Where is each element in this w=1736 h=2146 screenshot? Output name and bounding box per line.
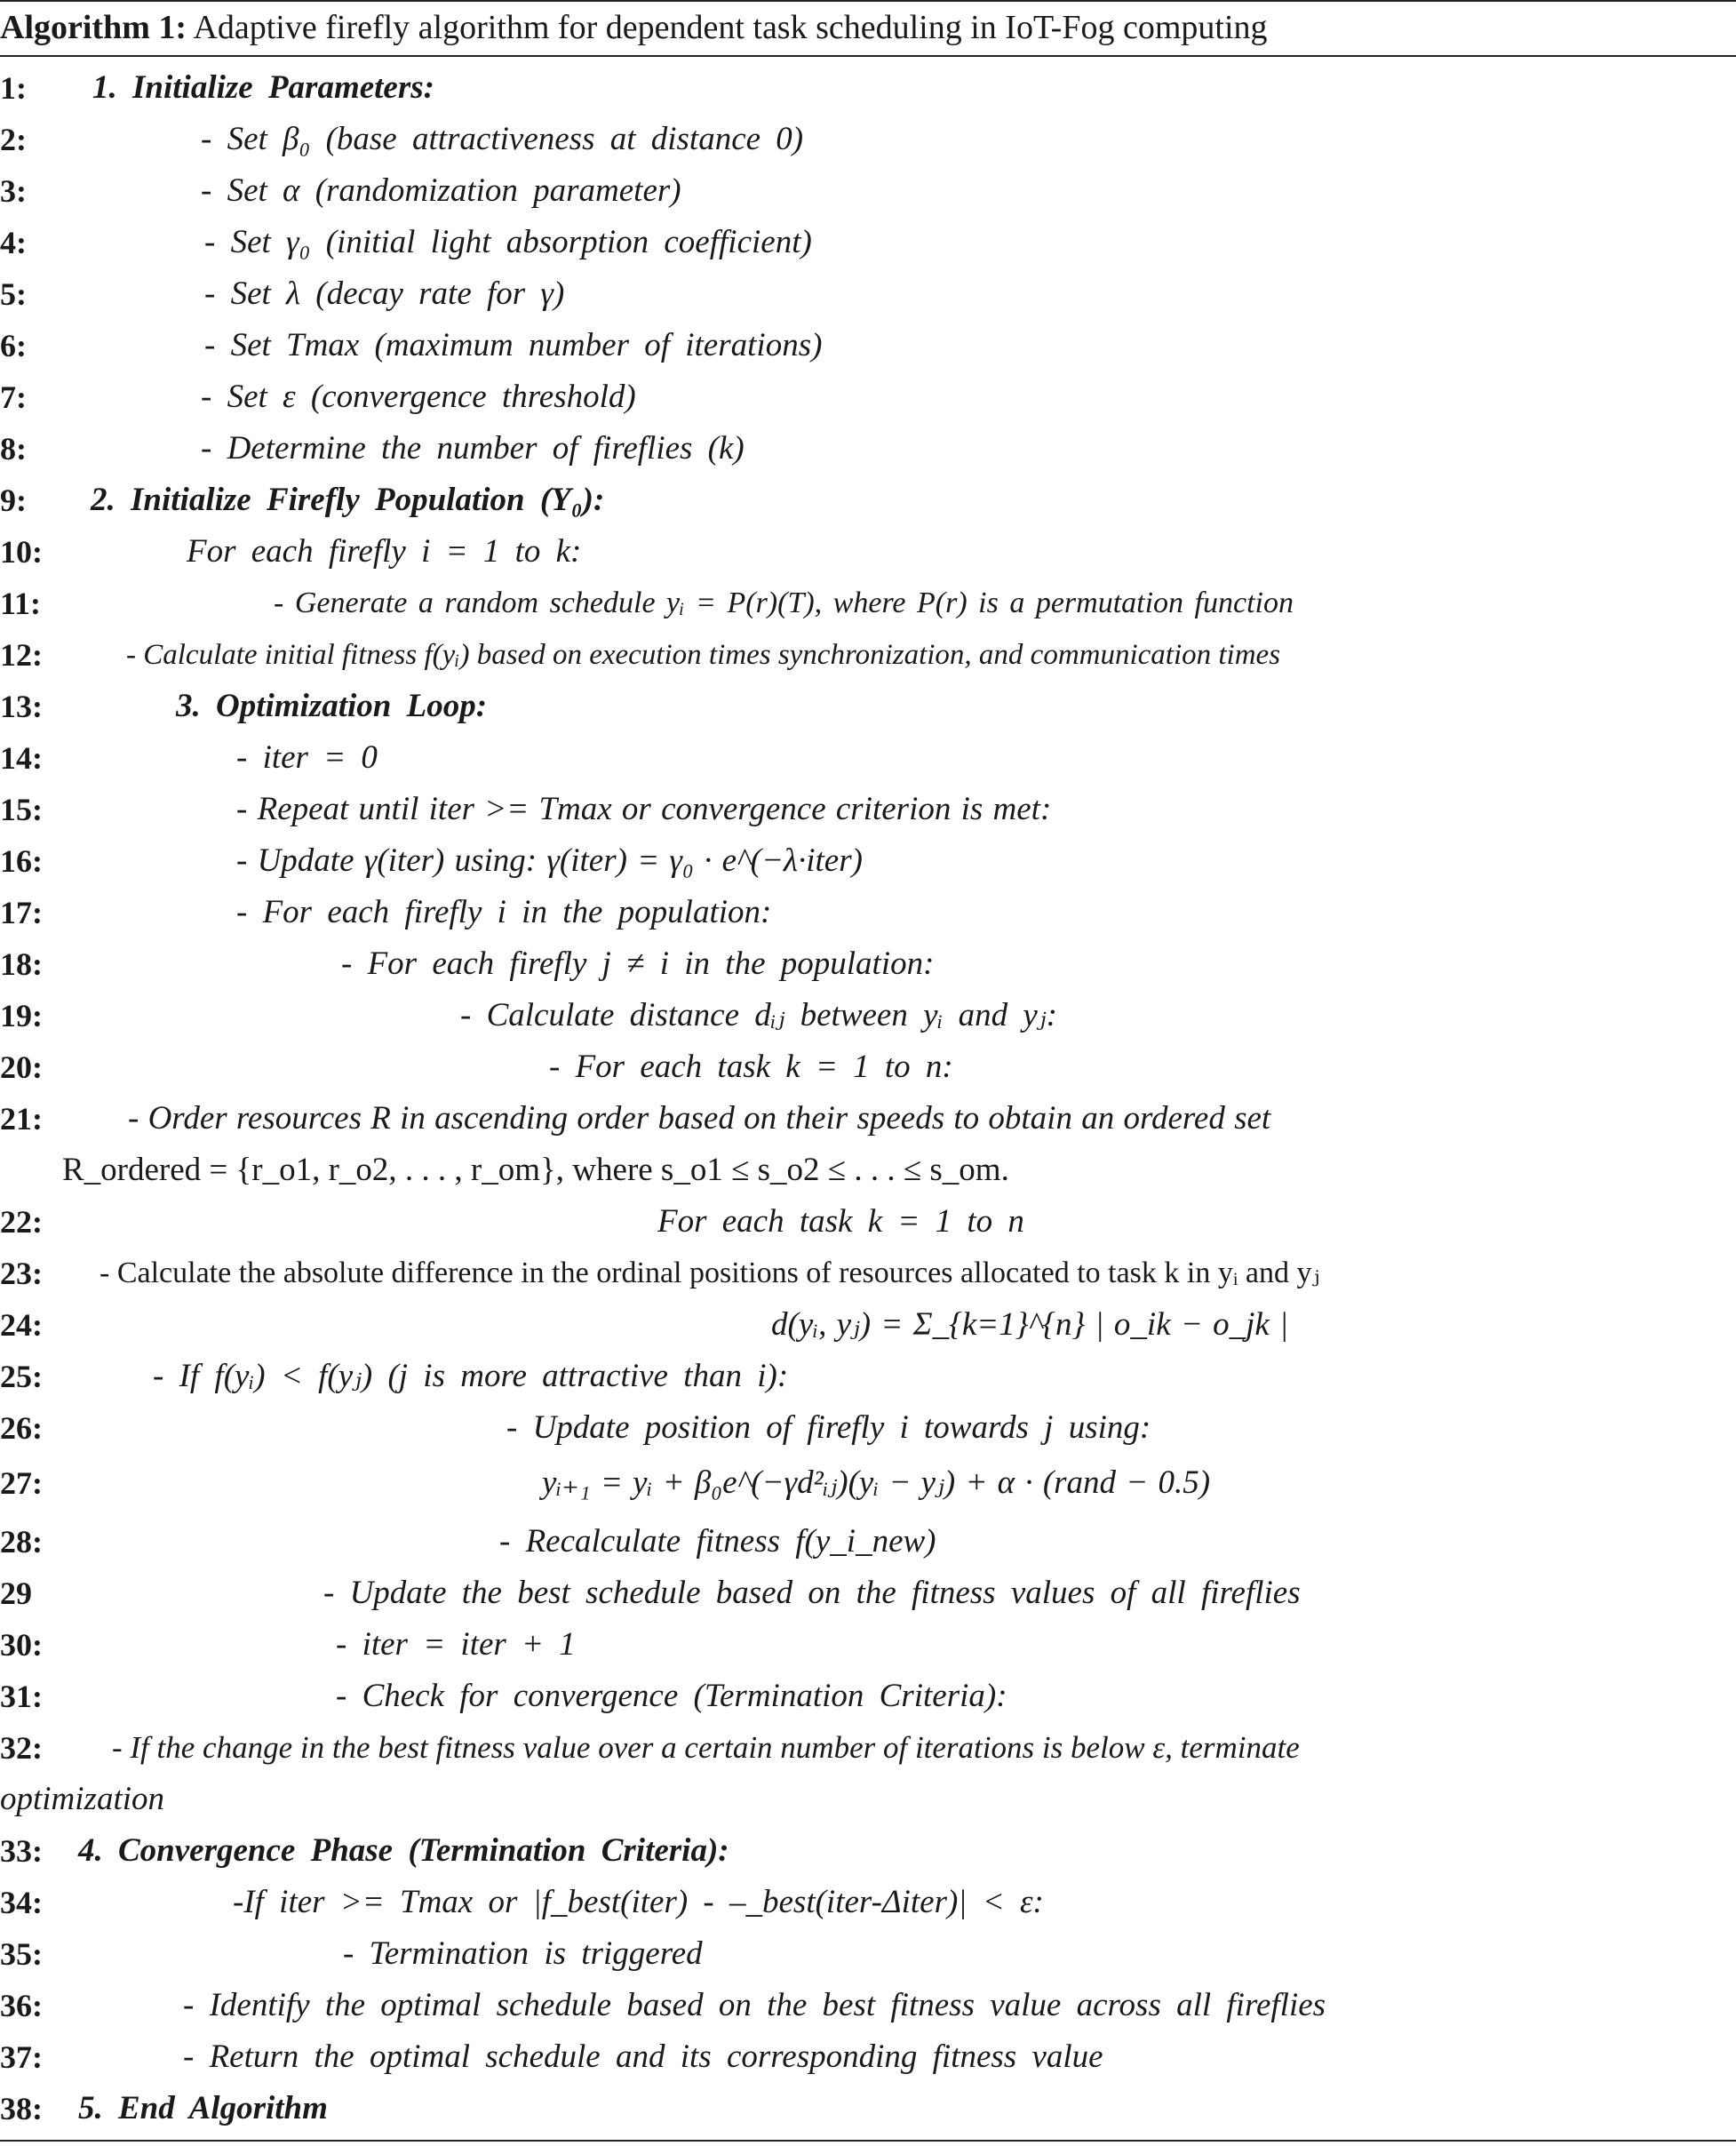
line-number: 26: [0,1410,43,1446]
line-number: 28: [0,1524,43,1560]
line-text: - Return the optimal schedule and its corresponding fitness value [183,2038,1103,2075]
line-text: yᵢ₊₁ = yᵢ + β₀e^(−γd²ᵢⱼ)(yᵢ − yⱼ) + α · (rand − 0.5) [542,1464,1211,1501]
algorithm-line [0,631,1736,679]
algorithm-line [0,579,1736,627]
algorithm-line-continuation [0,1146,1736,1194]
line-number: 16: [0,843,43,879]
line-number: 19: [0,998,43,1033]
algorithm-line [0,940,1736,988]
algorithm-label: Algorithm 1: [0,9,187,46]
line-text: For each task k = 1 to n [657,1203,1024,1240]
algorithm-line [0,1404,1736,1452]
line-text: - Set α (randomization parameter) [201,172,681,209]
algorithm-line [0,1043,1736,1091]
line-text: - Calculate distance dᵢⱼ between yᵢ and yⱼ: [460,997,1057,1033]
line-number: 8: [0,431,27,467]
algorithm-line [0,2033,1736,2081]
algorithm-line [0,64,1736,112]
algorithm-line [0,1352,1736,1400]
line-text: - Set λ (decay rate for γ) [204,275,565,312]
line-text: - iter = iter + 1 [336,1626,576,1663]
line-text: - For each firefly i in the population: [236,894,772,930]
line-number: 30: [0,1627,43,1663]
algorithm-line [0,1982,1736,2030]
line-text: 4. Convergence Phase (Termination Criteria): [78,1832,729,1869]
line-number: 25: [0,1359,43,1394]
algorithm-line [0,1569,1736,1617]
algorithm-line [0,734,1736,782]
line-number: 6: [0,328,27,363]
line-number: 13: [0,689,43,724]
line-number: 34: [0,1885,43,1920]
line-number: 24: [0,1307,43,1343]
line-text: - Set ε (convergence threshold) [201,379,636,415]
algorithm-line [0,1724,1736,1772]
algorithm-line [0,992,1736,1040]
line-text: - Check for convergence (Termination Criteria): [336,1678,1007,1714]
line-text: For each firefly i = 1 to k: [187,533,582,570]
line-number: 20: [0,1049,43,1085]
line-number: 2: [0,122,27,157]
algorithm-caption: Adaptive firefly algorithm for dependent task scheduling in IoT-Fog computing [193,9,1268,46]
line-number: 15: [0,792,43,827]
line-text: d(yᵢ, yⱼ) = Σ_{k=1}^{n} | o_ik − o_jk | [771,1306,1289,1343]
algorithm-line [0,373,1736,421]
algorithm-line [0,476,1736,524]
line-number: 4: [0,225,27,260]
line-text: - Recalculate fitness f(y_i_new) [499,1523,936,1560]
line-number: 14: [0,740,43,776]
line-text: 1. Initialize Parameters: [92,69,434,106]
line-text: 5. End Algorithm [78,2090,328,2126]
line-number: 22: [0,1204,43,1240]
line-text: - Set γ₀ (initial light absorption coefficient) [204,224,812,260]
algorithm-line [0,786,1736,834]
line-continuation-text: optimization [0,1781,165,1817]
line-text: - For each task k = 1 to n: [549,1049,953,1085]
line-number: 9: [0,483,27,518]
algorithm-line [0,1249,1736,1297]
line-text: - Calculate the absolute difference in the ordinal positions of resources allocated to task k in yᵢ and yⱼ [100,1256,1320,1289]
algorithm-line [0,1930,1736,1978]
line-number: 31: [0,1679,43,1714]
line-number: 5: [0,276,27,312]
algorithm-line-continuation [0,1775,1736,1823]
line-number: 17: [0,895,43,930]
line-text: - If f(yᵢ) < f(yⱼ) (j is more attractive than i): [153,1358,789,1394]
algorithm-line [0,682,1736,730]
bottom-rule [0,2140,1736,2142]
algorithm-line [0,837,1736,885]
line-text: - Determine the number of fireflies (k) [201,430,745,467]
algorithm-line [0,1095,1736,1143]
line-text: - Identify the optimal schedule based on the best fitness value across all fireflies [183,1987,1326,2023]
algorithm-line [0,1672,1736,1720]
line-number: 7: [0,379,27,415]
line-number: 36: [0,1988,43,2023]
line-text: - Order resources R in ascending order based on their speeds to obtain an ordered set [128,1100,1271,1137]
line-text: 3. Optimization Loop: [176,688,488,724]
line-text: - iter = 0 [236,739,378,776]
line-number: 21: [0,1101,43,1137]
algorithm-line [0,528,1736,576]
header-rule [0,55,1736,57]
line-text: 2. Initialize Firefly Population (Y₀): [91,482,605,518]
line-text: - Termination is triggered [343,1935,703,1972]
algorithm-line [0,425,1736,473]
algorithm-line [0,1621,1736,1669]
line-continuation-text: R_ordered = {r_o1, r_o2, . . . , r_om}, where s_o1 ≤ s_o2 ≤ . . . ≤ s_om. [62,1152,1009,1188]
algorithm-line [0,167,1736,215]
line-number: 33: [0,1833,43,1869]
line-number: 27: [0,1465,43,1501]
line-text: - Set Tmax (maximum number of iterations) [204,327,823,363]
line-text: - Repeat until iter >= Tmax or convergence criterion is met: [236,791,1052,827]
algorithm-title [0,5,1268,50]
line-text: - If the change in the best fitness value over a certain number of iterations is below ε, terminate [112,1730,1300,1765]
algorithm-line [0,116,1736,164]
line-number: 18: [0,946,43,982]
line-number: 29 [0,1576,32,1611]
line-text: -If iter >= Tmax or |f_best(iter) - –_best(iter-Δiter)| < ε: [233,1884,1044,1920]
line-number: 32: [0,1730,43,1766]
line-number: 38: [0,2091,43,2126]
algorithm-line [0,1301,1736,1349]
line-text: - Update position of firefly i towards j using: [506,1409,1151,1446]
algorithm-line [0,1879,1736,1927]
line-text: - Generate a random schedule yᵢ = P(r)(T), where P(r) is a permutation function [274,586,1294,619]
line-number: 37: [0,2039,43,2075]
algorithm-line [0,2085,1736,2133]
algorithm-line [0,1827,1736,1875]
algorithm-line [0,889,1736,937]
line-number: 1: [0,70,27,106]
line-number: 10: [0,534,43,570]
line-number: 35: [0,1936,43,1972]
algorithm-line [0,322,1736,370]
line-text: - Set β₀ (base attractiveness at distance 0) [201,121,804,157]
line-text: - Update γ(iter) using: γ(iter) = γ₀ · e^(−λ·iter) [236,842,863,879]
line-text: - Calculate initial fitness f(yᵢ) based on execution times synchronization, and communication times [126,639,1281,671]
line-text: - For each firefly j ≠ i in the population: [341,945,935,982]
algorithm-line [0,1459,1736,1507]
algorithm-line [0,270,1736,318]
top-rule [0,0,1736,2]
line-number: 3: [0,173,27,209]
algorithm-line [0,219,1736,267]
algorithm-line [0,1518,1736,1566]
algorithm-line [0,1198,1736,1246]
line-text: - Update the best schedule based on the fitness values of all fireflies [323,1575,1301,1611]
line-number: 23: [0,1256,43,1291]
line-number: 12: [0,637,43,673]
line-number: 11: [0,586,42,621]
